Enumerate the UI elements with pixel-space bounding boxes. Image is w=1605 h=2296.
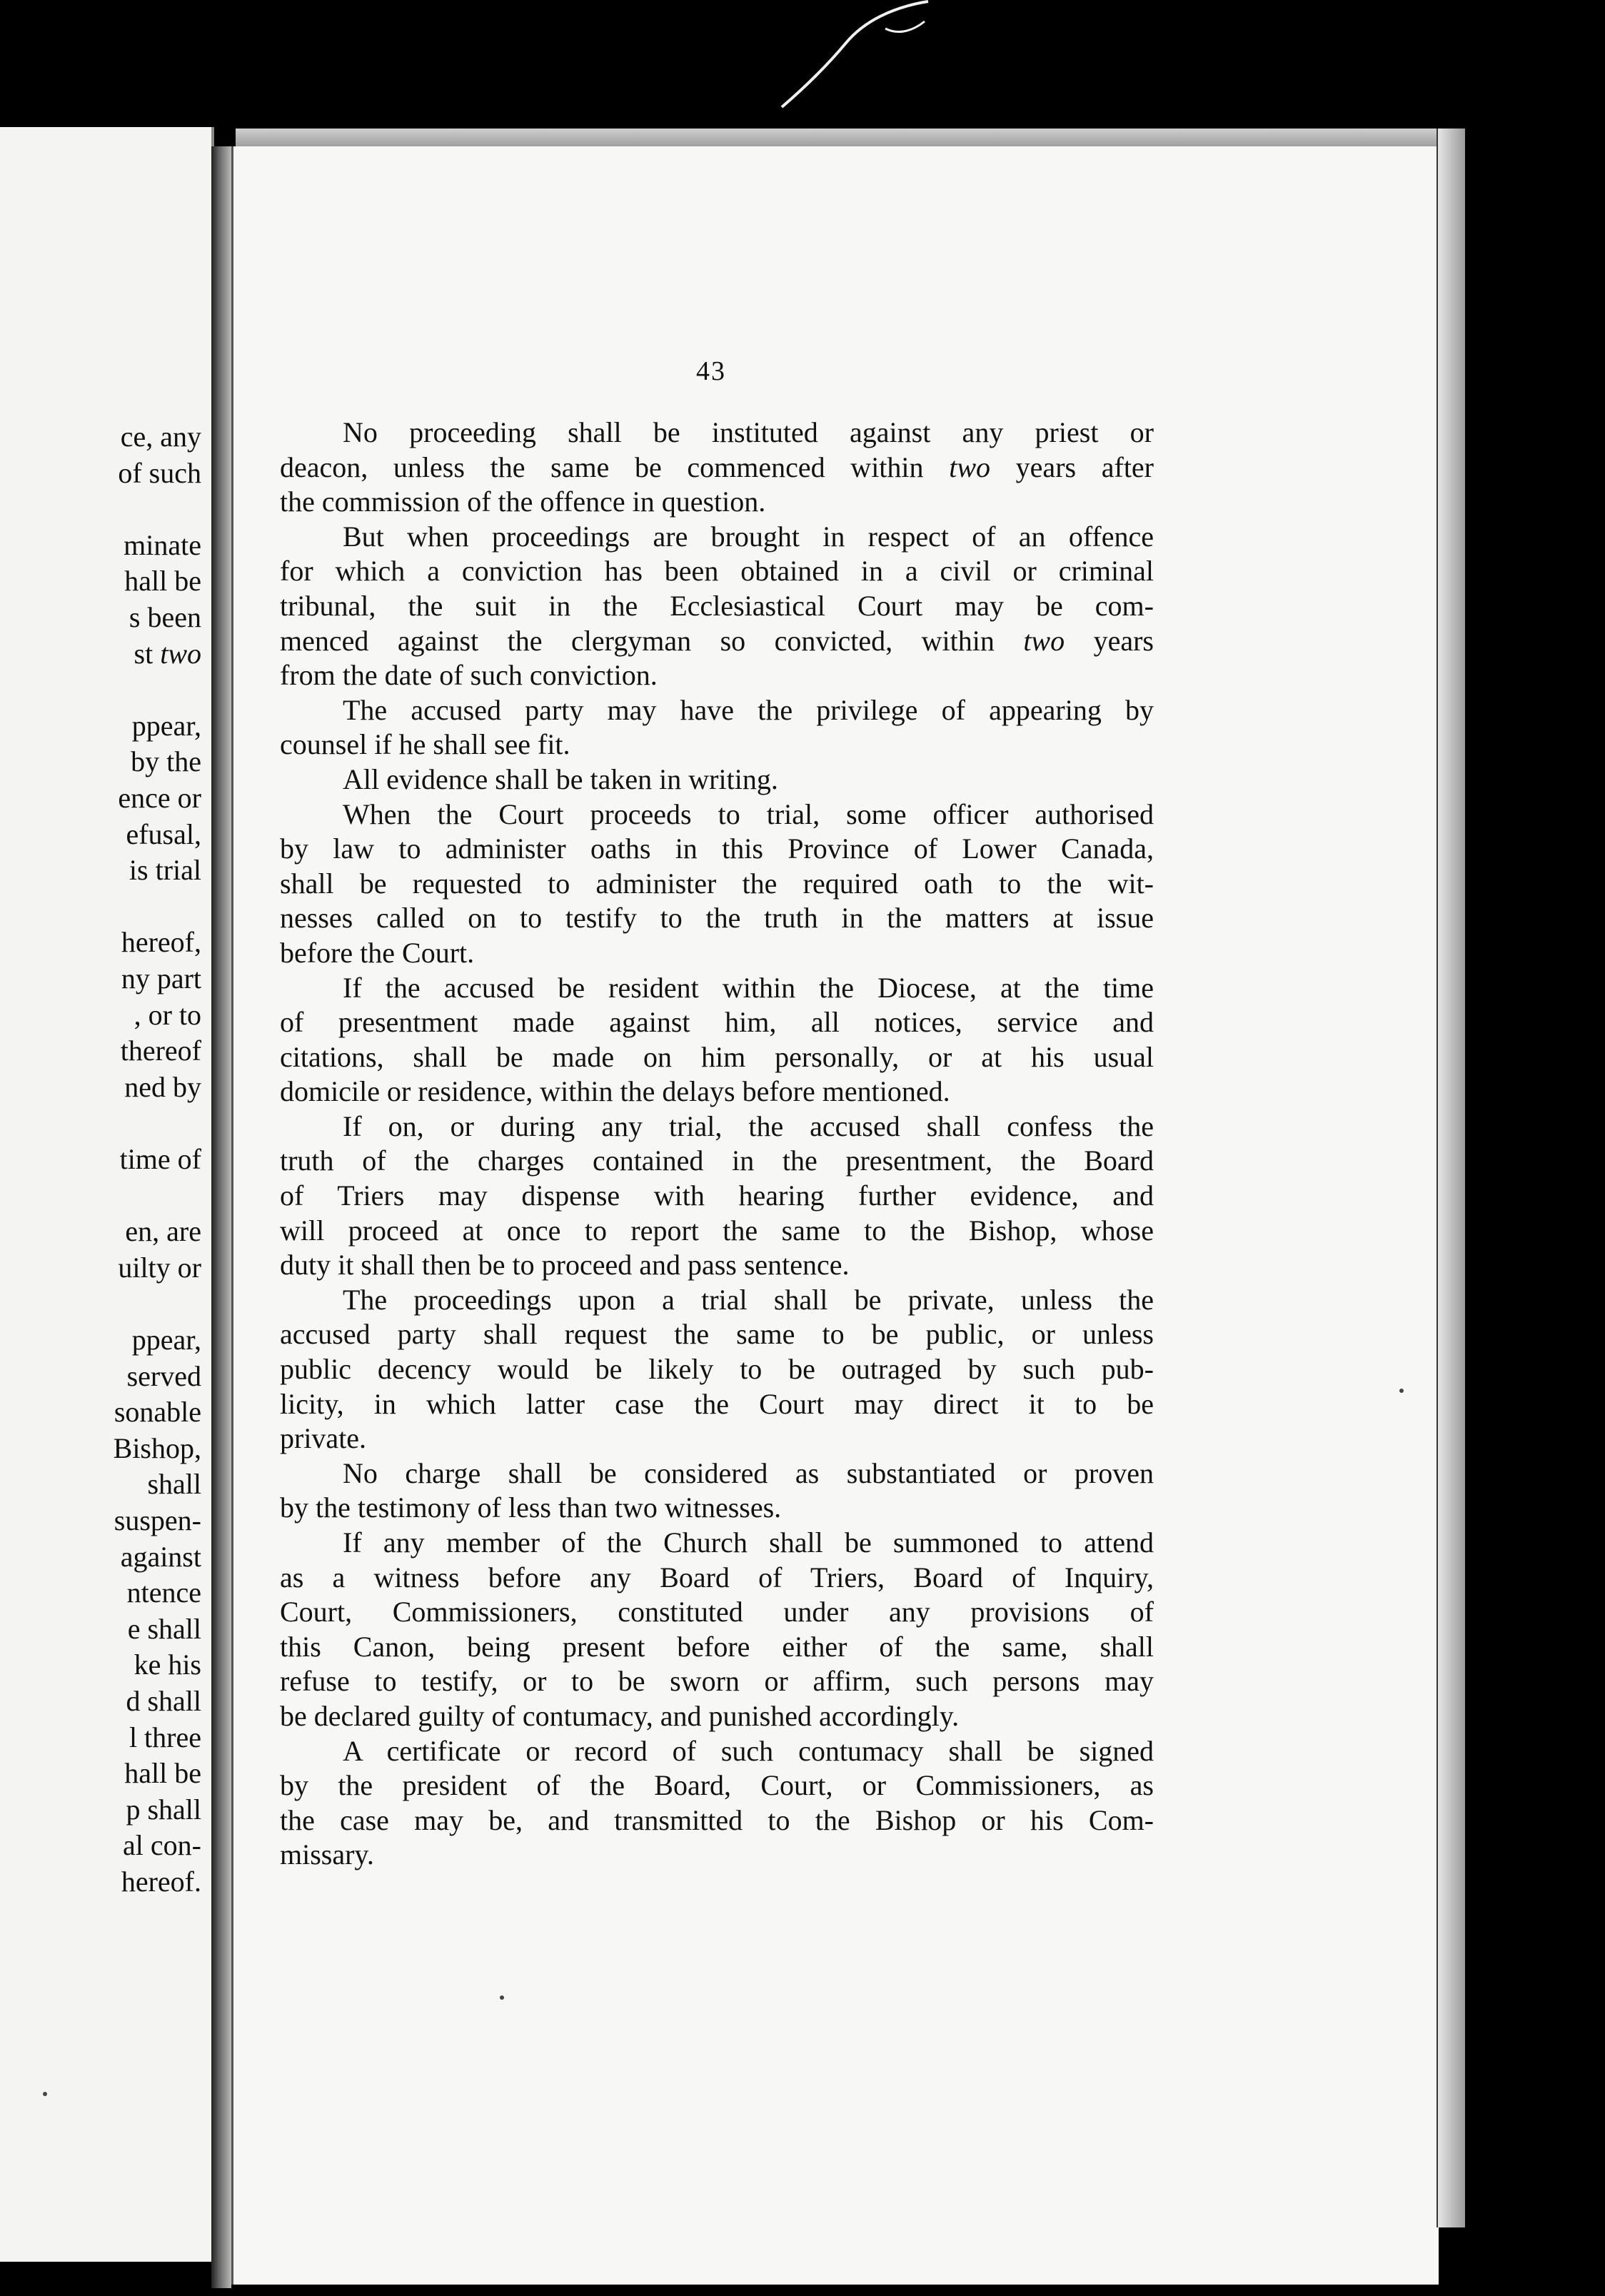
facing-page-fragment [0,127,214,2262]
facing-page-line: is trial [129,854,201,887]
text-line: as a witness before any Board of Triers, Board of Inquiry, [280,1561,1154,1593]
body-paragraph [280,797,1154,971]
text-line: deacon, unless the same be commenced within two years after [280,450,1154,483]
facing-page-line: time of [119,1143,201,1175]
book-gutter [211,146,231,2288]
text-line: If on, or during any trial, the accused shall confess the [343,1109,1154,1142]
body-paragraph [280,1734,1154,1873]
pen-stroke-mark [778,0,950,114]
page-edge-shadow [1437,129,1465,2227]
facing-page-line: hall be [124,565,201,598]
text-line: No charge shall be considered as substantiated or proven [343,1456,1154,1489]
text-line: be declared guilty of contumacy, and punished accordingly. [280,1699,960,1732]
facing-page-line: shall [147,1468,201,1501]
text-line: truth of the charges contained in the presentment, the Board [280,1144,1154,1177]
body-paragraph [280,971,1154,1109]
facing-page-line: ce, any [120,421,201,453]
speck [43,2092,47,2096]
text-line: for which a conviction has been obtained in a civil or criminal [280,555,1154,588]
text-line: shall be requested to administer the required oath to the wit- [280,867,1154,900]
page-top-edge [236,129,1464,147]
body-paragraph [280,1456,1154,1526]
text-line: licity, in which latter case the Court may direct it to be [280,1387,1154,1420]
facing-page-line: s been [129,601,201,633]
text-line: Court, Commissioners, constituted under any provisions of [280,1596,1154,1628]
body-paragraph [280,520,1154,693]
facing-page-line: suspen- [114,1504,201,1536]
facing-page-line: efusal, [126,817,201,850]
text-line: All evidence shall be taken in writing. [343,762,778,795]
text-line: duty it shall then be to proceed and pass sentence. [280,1249,850,1282]
facing-page-line: of such [118,456,201,489]
facing-page-line: , or to [134,998,201,1031]
body-paragraph [280,1283,1154,1456]
facing-page-line: ned by [124,1070,201,1103]
text-line: of Triers may dispense with hearing further evidence, and [280,1179,1154,1212]
text-line: this Canon, being present before either of the same, shall [280,1630,1154,1663]
facing-page-line: al con- [123,1829,201,1862]
body-paragraph [311,762,1154,797]
text-line: nesses called on to testify to the truth in the matters at issue [280,902,1154,935]
facing-page-line: served [126,1359,201,1392]
facing-page-line: against [120,1540,201,1573]
text-line: by the president of the Board, Court, or Commissioners, as [280,1769,1154,1802]
text-line: by the testimony of less than two witnesses. [280,1491,782,1524]
text-line: by law to administer oaths in this Province of Lower Canada, [280,832,1154,865]
text-line: missary. [280,1838,374,1871]
page-body-text [280,416,1154,1873]
facing-page-line: ppear, [131,1324,201,1356]
facing-page-line: hall be [124,1757,201,1790]
facing-page-line: sonable [114,1396,201,1429]
text-line: When the Court proceeds to trial, some officer authorised [343,797,1154,830]
text-line: If any member of the Church shall be summoned to attend [343,1526,1154,1559]
speck [1399,1389,1404,1393]
facing-page-line: p shall [126,1793,201,1826]
text-line: the case may be, and transmitted to the Bishop or his Com- [280,1803,1154,1836]
text-line: accused party shall request the same to be public, or unless [280,1318,1154,1351]
facing-page-line: minate [124,528,201,561]
facing-page-line: en, are [125,1215,201,1248]
facing-page-line: by the [131,745,201,778]
facing-page-line: hereof, [121,926,201,959]
text-line: before the Court. [280,936,475,969]
text-line: menced against the clergyman so convicted, within two years [280,624,1154,657]
body-paragraph [280,693,1154,762]
body-paragraph [280,1526,1154,1734]
text-line: will proceed at once to report the same to the Bishop, whose [280,1214,1154,1247]
text-line: refuse to testify, or to be sworn or affirm, such persons may [280,1665,1154,1698]
facing-page-line: ence or [118,782,201,814]
facing-page-line: ntence [126,1576,201,1609]
facing-page-line: l three [129,1721,201,1753]
body-paragraph [280,416,1154,520]
facing-page-line: st two [134,637,201,670]
facing-page-line: ppear, [131,709,201,742]
facing-page-line: Bishop, [113,1431,201,1464]
facing-page-line: thereof [120,1034,201,1067]
text-line: If the accused be resident within the Diocese, at the time [343,971,1154,1004]
text-line: private. [280,1422,367,1455]
facing-page-line: hereof. [121,1866,201,1898]
text-line: The proceedings upon a trial shall be private, unless the [343,1283,1154,1316]
text-line: the commission of the offence in question. [280,485,766,518]
text-line: of presentment made against him, all notices, service and [280,1006,1154,1039]
page-number: 43 [696,356,726,386]
text-line: from the date of such conviction. [280,659,658,692]
facing-page-line: ke his [134,1648,201,1681]
text-line: public decency would be likely to be outraged by such pub- [280,1353,1154,1386]
text-line: The accused party may have the privilege of appearing by [343,693,1154,726]
facing-page-line: uilty or [118,1251,201,1284]
text-line: counsel if he shall see fit. [280,728,570,761]
speck [500,1995,504,2000]
facing-page-line: d shall [126,1685,201,1717]
text-line: A certificate or record of such contumacy shall be signed [343,1734,1154,1767]
facing-page-line: ny part [121,962,201,995]
text-line: tribunal, the suit in the Ecclesiastical Court may be com- [280,589,1154,622]
facing-page-line: e shall [127,1612,201,1645]
text-line: domicile or residence, within the delays before mentioned. [280,1075,950,1108]
text-line: No proceeding shall be instituted against any priest or [343,416,1154,448]
body-paragraph [280,1109,1154,1283]
text-line: But when proceedings are brought in respect of an offence [343,520,1154,553]
text-line: citations, shall be made on him personally, or at his usual [280,1040,1154,1073]
